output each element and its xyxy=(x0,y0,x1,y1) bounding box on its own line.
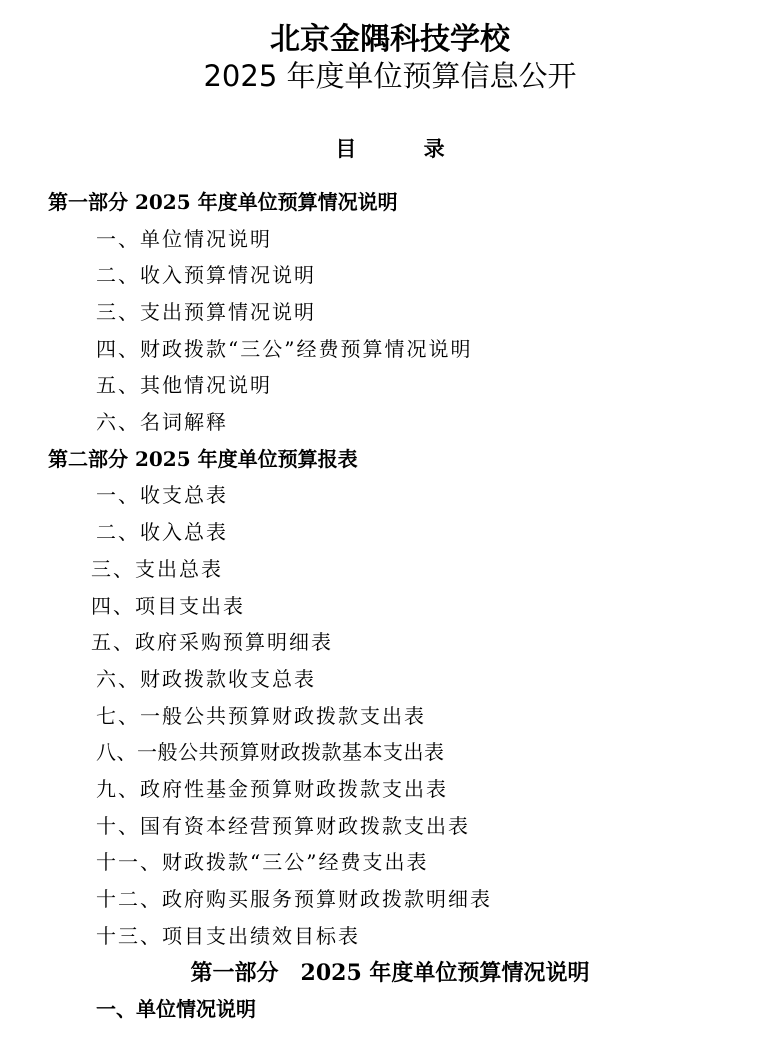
toc-part1-item: 五、其他情况说明 xyxy=(96,373,272,397)
document-subtitle: 2025 年度单位预算信息公开 xyxy=(203,59,577,93)
toc-part1-item: 一、单位情况说明 xyxy=(96,227,272,251)
toc-part2-item: 七、一般公共预算财政拨款支出表 xyxy=(96,704,426,728)
toc-part2-item: 五、政府采购预算明细表 xyxy=(91,630,333,654)
toc-part2-item: 一、收支总表 xyxy=(96,483,228,507)
toc-part2-item: 十三、项目支出绩效目标表 xyxy=(96,924,360,948)
toc-part1-item: 三、支出预算情况说明 xyxy=(96,300,316,324)
toc-part2-item: 二、收入总表 xyxy=(96,520,228,544)
toc-part2-item: 十一、财政拨款“三公”经费支出表 xyxy=(96,850,429,874)
toc-part2-item: 八、一般公共预算财政拨款基本支出表 xyxy=(96,740,445,764)
toc-part1-label: 第一部分 2025 年度单位预算情况说明 xyxy=(48,190,398,214)
section-heading: 第一部分 2025 年度单位预算情况说明 xyxy=(190,960,590,986)
toc-part2-item: 十、国有资本经营预算财政拨款支出表 xyxy=(96,814,470,838)
toc-part2-label: 第二部分 2025 年度单位预算报表 xyxy=(48,447,358,471)
toc-part1-item: 四、财政拨款“三公”经费预算情况说明 xyxy=(96,337,473,361)
toc-part2-item: 三、支出总表 xyxy=(91,557,223,581)
toc-part2-item: 十二、政府购买服务预算财政拨款明细表 xyxy=(96,887,492,911)
toc-heading: 目 录 xyxy=(335,136,475,161)
document-title: 北京金隅科技学校 xyxy=(270,22,510,57)
toc-part1-item: 六、名词解释 xyxy=(96,410,228,434)
toc-part1-item: 二、收入预算情况说明 xyxy=(96,263,316,287)
toc-part2-item: 四、项目支出表 xyxy=(91,594,245,618)
toc-part2-item: 六、财政拨款收支总表 xyxy=(96,667,316,691)
subsection-heading: 一、单位情况说明 xyxy=(96,997,256,1021)
toc-part2-item: 九、政府性基金预算财政拨款支出表 xyxy=(96,777,448,801)
